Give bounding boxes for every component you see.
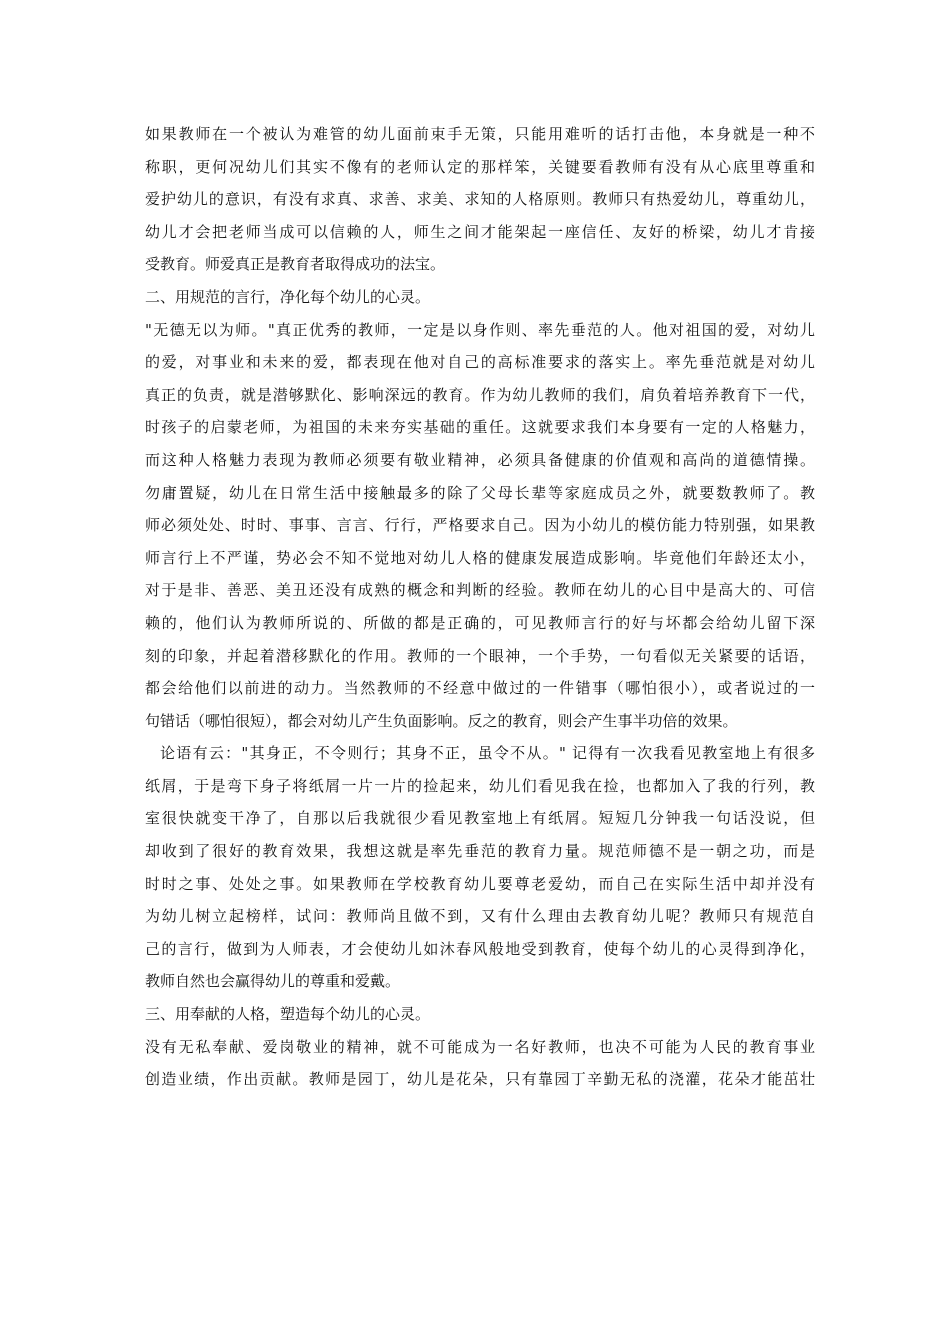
text-line: 如果教师在一个被认为难管的幼儿面前束手无策，只能用难听的话打击他，本身就是一种不 <box>145 125 815 143</box>
text-line: 二、用规范的言行，净化每个幼儿的心灵。 <box>145 287 431 306</box>
text-line: 己的言行，做到为人师表，才会使幼儿如沐春风般地受到教育，使每个幼儿的心灵得到净化， <box>145 939 815 958</box>
text-line: "无德无以为师。"真正优秀的教师，一定是以身作则、率先垂范的人。他对祖国的爱，对幼儿 <box>145 320 815 339</box>
text-line: 而这种人格魅力表现为教师必须要有敬业精神，必须具备健康的价值观和高尚的道德情操。 <box>145 450 815 469</box>
text-line: 论语有云："其身正，不令则行；其身不正，虽令不从。" 记得有一次我看见教室地上有很多 <box>160 744 815 763</box>
text-line: 三、用奉献的人格，塑造每个幼儿的心灵。 <box>145 1005 431 1024</box>
text-line: 纸屑，于是弯下身子将纸屑一片一片的捡起来，幼儿们看见我在捡，也都加入了我的行列，教 <box>145 776 815 795</box>
text-line: 室很快就变干净了，自那以后我就很少看见教室地上有纸屑。短短几分钟我一句话没说，但 <box>145 809 815 828</box>
text-line: 创造业绩，作出贡献。教师是园丁，幼儿是花朵，只有靠园丁辛勤无私的浇灌，花朵才能茁壮 <box>145 1070 815 1089</box>
text-line: 刻的印象，并起着潜移默化的作用。教师的一个眼神，一个手势，一句看似无关紧要的话语， <box>145 646 815 665</box>
text-line: 都会给他们以前进的动力。当然教师的不经意中做过的一件错事（哪怕很小），或者说过的一 <box>145 679 815 698</box>
text-line: 爱护幼儿的意识，有没有求真、求善、求美、求知的人格原则。教师只有热爱幼儿，尊重幼儿， <box>145 190 815 209</box>
text-line: 却收到了很好的教育效果，我想这就是率先垂范的教育力量。规范师德不是一朝之功，而是 <box>145 842 815 861</box>
text-line: 师言行上不严谨，势必会不知不觉地对幼儿人格的健康发展造成影响。毕竟他们年龄还太小， <box>145 548 815 567</box>
text-line: 教师自然也会赢得幼儿的尊重和爱戴。 <box>145 972 401 991</box>
text-line: 句错话（哪怕很短），都会对幼儿产生负面影响。反之的教育，则会产生事半功倍的效果。 <box>145 711 738 730</box>
text-line: 为幼儿树立起榜样，试问：教师尚且做不到，又有什么理由去教育幼儿呢？教师只有规范自 <box>145 907 815 926</box>
text-line: 勿庸置疑，幼儿在日常生活中接触最多的除了父母长辈等家庭成员之外，就要数教师了。教 <box>145 483 815 502</box>
text-line: 真正的负责，就是潜够默化、影响深远的教育。作为幼儿教师的我们，肩负着培养教育下一代， <box>145 385 815 404</box>
text-line: 对于是非、善恶、美丑还没有成熟的概念和判断的经验。教师在幼儿的心目中是高大的、可信 <box>145 581 815 600</box>
text-line: 的爱，对事业和未来的爱，都表现在他对自己的高标准要求的落实上。率先垂范就是对幼儿 <box>145 353 815 372</box>
text-line: 幼儿才会把老师当成可以信赖的人，师生之间才能架起一座信任、友好的桥梁，幼儿才肯接 <box>145 222 815 241</box>
text-line: 时时之事、处处之事。如果教师在学校教育幼儿要尊老爱幼，而自己在实际生活中却并没有 <box>145 874 815 893</box>
text-line: 受教育。师爱真正是教育者取得成功的法宝。 <box>145 255 446 274</box>
text-line: 称职，更何况幼儿们其实不像有的老师认定的那样笨，关键要看教师有没有从心底里尊重和 <box>145 157 815 176</box>
text-line: 没有无私奉献、爱岗敬业的精神，就不可能成为一名好教师，也决不可能为人民的教育事业 <box>145 1037 815 1056</box>
document-body <box>145 118 815 1096</box>
text-line: 赖的，他们认为教师所说的、所做的都是正确的，可见教师言行的好与坏都会给幼儿留下深 <box>145 613 815 632</box>
text-line: 师必须处处、时时、事事、言言、行行，严格要求自己。因为小幼儿的模仿能力特别强，如果教 <box>145 516 815 535</box>
text-line: 时孩子的启蒙老师，为祖国的未来夯实基础的重任。这就要求我们本身要有一定的人格魅力， <box>145 418 815 437</box>
